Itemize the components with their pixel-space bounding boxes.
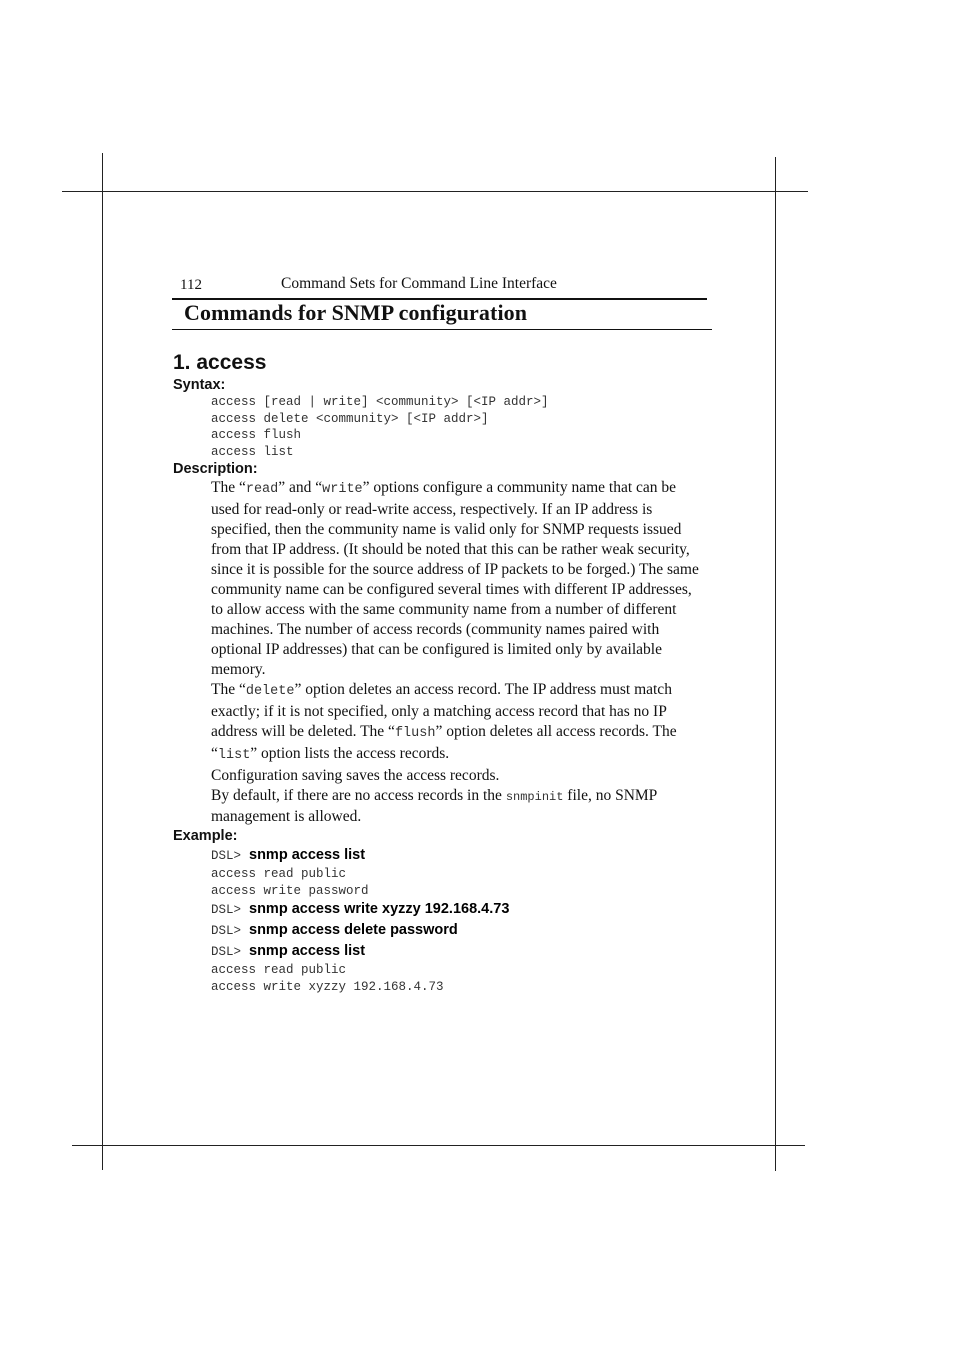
crop-mark-right bbox=[775, 157, 776, 1171]
example-label: Example: bbox=[173, 828, 238, 844]
inline-code-list: list bbox=[217, 748, 251, 763]
page-number: 112 bbox=[180, 277, 202, 293]
chapter-title: Commands for SNMP configuration bbox=[184, 300, 528, 325]
example-command-line bbox=[211, 941, 708, 962]
description-label: Description: bbox=[173, 461, 258, 477]
example-command-line bbox=[211, 845, 708, 866]
description-paragraph-1: The “read” and “write” options configure a community name that can be used for read-only or read-write access, respectively. If an IP address is specified, then the community name is valid only for SNMP requests issued from that IP address. (It should be noted that this can be rather weak security, since it is possible for the source address of IP packets to be forged.) The same community name can be configured several times with different IP addresses, to allow access with the same community name from a number of different machines. The number of access records (community names paired with optional IP addresses) that can be configured is limited only by available memory. bbox=[211, 479, 699, 678]
description-paragraph-3: Configuration saving saves the access records. bbox=[211, 767, 500, 784]
cli-prompt: DSL> bbox=[211, 849, 242, 863]
cli-prompt: DSL> bbox=[211, 945, 242, 959]
inline-code-flush: flush bbox=[394, 726, 436, 741]
cli-prompt: DSL> bbox=[211, 924, 242, 938]
chapter-rule bbox=[172, 329, 712, 330]
syntax-line: access [read | write] <community> [<IP addr>] bbox=[211, 395, 549, 409]
inline-code-delete: delete bbox=[245, 684, 295, 699]
crop-mark-left bbox=[102, 153, 103, 1170]
crop-mark-top bbox=[62, 191, 808, 192]
crop-mark-bottom bbox=[72, 1145, 805, 1146]
inline-code-write: write bbox=[322, 482, 363, 497]
cli-command: snmp access write xyzzy 192.168.4.73 bbox=[249, 901, 510, 917]
syntax-label: Syntax: bbox=[173, 377, 226, 393]
syntax-line: access delete <community> [<IP addr>] bbox=[211, 411, 489, 426]
example-command-line bbox=[211, 920, 708, 941]
example-output-line: access write xyzzy 192.168.4.73 bbox=[211, 979, 444, 994]
syntax-line: access list bbox=[211, 444, 294, 459]
description-paragraph-4: By default, if there are no access records in the snmpinit file, no SNMP management is allowed. bbox=[211, 787, 657, 825]
syntax-block bbox=[211, 394, 708, 460]
cli-prompt: DSL> bbox=[211, 903, 242, 917]
section-content bbox=[173, 350, 708, 995]
description-block bbox=[211, 478, 708, 827]
syntax-line: access flush bbox=[211, 428, 302, 442]
example-output-line: access read public bbox=[211, 867, 347, 881]
cli-command: snmp access list bbox=[249, 847, 366, 863]
example-command-line bbox=[211, 899, 708, 920]
inline-code-snmpinit: snmpinit bbox=[505, 790, 564, 804]
cli-command: snmp access delete password bbox=[249, 922, 458, 938]
running-title: Command Sets for Command Line Interface bbox=[281, 275, 557, 292]
example-output-line: access write password bbox=[211, 883, 369, 898]
example-block bbox=[211, 845, 708, 995]
example-output-line: access read public bbox=[211, 963, 347, 977]
inline-code-read: read bbox=[245, 482, 279, 497]
section-title: 1. access bbox=[173, 351, 267, 374]
description-paragraph-2: The “delete” option deletes an access record. The IP address must match exactly; if it is not specified, only a matching access record that has no IP address will be deleted. The “flush” option deletes all access records. The “list” option lists the access records. bbox=[211, 681, 677, 763]
cli-command: snmp access list bbox=[249, 943, 366, 959]
